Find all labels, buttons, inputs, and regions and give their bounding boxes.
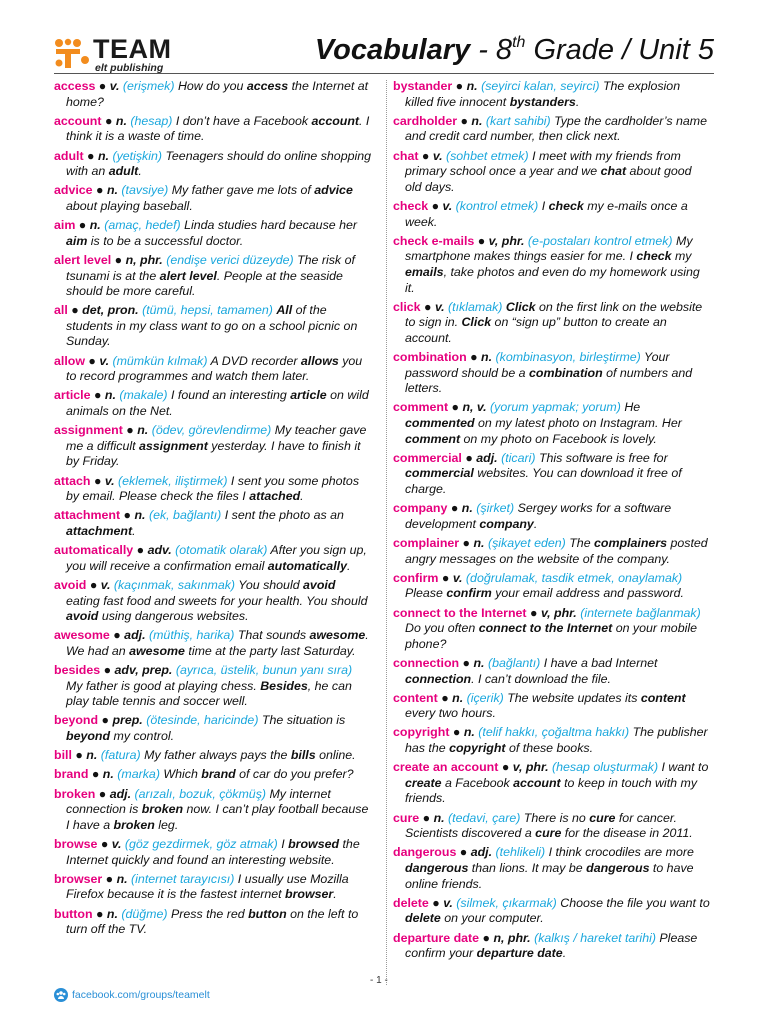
headword: aim — [54, 218, 76, 233]
turkish-translation: (sohbet etmek) — [445, 148, 529, 163]
example-sentence: I have a bad Internet connection. I can’t download the file. — [405, 655, 658, 686]
headword: attachment — [54, 508, 121, 523]
part-of-speech: n. — [97, 148, 109, 163]
example-sentence: I think crocodiles are more dangerous than lions. It may be dangerous to have online friends. — [405, 845, 694, 891]
headword: automatically — [54, 543, 134, 558]
vocab-entry: complainer ● n. (şikayet eden) The complainers posted angry messages on the website of the company. — [393, 535, 708, 566]
logo-team: TEAM — [93, 34, 172, 64]
part-of-speech: adj. — [109, 786, 132, 801]
turkish-translation: (internete bağlanmak) — [580, 605, 701, 620]
part-of-speech: n. — [481, 350, 493, 365]
headword: button — [54, 906, 93, 921]
turkish-translation: (ayrıca, üstelik, bunun yanı sıra) — [175, 663, 353, 678]
part-of-speech: n. — [452, 690, 464, 705]
column-divider — [386, 80, 387, 985]
turkish-translation: (yetişkin) — [112, 148, 163, 163]
part-of-speech: adv, prep. — [114, 663, 173, 678]
turkish-translation: (şikayet eden) — [487, 535, 566, 550]
headword: complainer — [393, 535, 460, 550]
turkish-translation: (ticari) — [501, 450, 536, 465]
turkish-translation: (ötesinde, haricinde) — [146, 713, 259, 728]
example-sentence: That sounds awesome. We had an awesome time at the party last Saturday. — [66, 628, 369, 658]
headword: advice — [54, 183, 93, 198]
team-logo-icon — [54, 38, 90, 70]
turkish-translation: (müthiş, harika) — [148, 628, 235, 643]
example-sentence: My father always pays the bills online. — [144, 748, 356, 763]
headword: commercial — [393, 450, 462, 465]
example-sentence: I sent the photo as an attachment. — [66, 508, 344, 538]
logo — [93, 36, 172, 74]
example-sentence: I meet with my friends from primary school once a year and we chat about good old days. — [405, 148, 692, 194]
turkish-translation: (kombinasyon, birleştirme) — [495, 350, 641, 365]
part-of-speech: v, phr. — [488, 233, 525, 248]
example-sentence: All of the students in my class want to go on a school picnic on Sunday. — [66, 303, 358, 349]
vocab-entry: commercial ● adj. (ticari) This software is free for commercial websites. You can download it free of charge. — [393, 450, 682, 496]
part-of-speech: n. — [104, 388, 116, 403]
part-of-speech: v. — [432, 148, 443, 163]
vocab-entry: bill ● n. (fatura) My father always pays the bills online. — [54, 748, 356, 763]
example-sentence: Which brand of car do you prefer? — [163, 767, 354, 782]
headword: avoid — [54, 577, 87, 592]
headword: allow — [54, 353, 85, 368]
turkish-translation: (kontrol etmek) — [455, 198, 539, 213]
example-sentence: My father gave me lots of advice about playing baseball. — [66, 183, 353, 213]
vocab-entry: attachment ● n. (ek, bağlantı) I sent the photo as an attachment. — [54, 508, 344, 538]
part-of-speech: adj. — [470, 845, 493, 860]
title-vocabulary: Vocabulary — [314, 34, 471, 66]
headword: broken — [54, 786, 96, 801]
turkish-translation: (ödev, görevlendirme) — [151, 423, 272, 438]
turkish-translation: (kalkış / hareket tarihi) — [534, 930, 656, 945]
vocab-entry: chat ● v. (sohbet etmek) I meet with my friends from primary school once a year and we chat about good old days. — [393, 148, 692, 194]
example-sentence: My father is good at playing chess. Besides, he can play table tennis and soccer well. — [66, 678, 352, 709]
page-header — [0, 0, 768, 80]
headword: article — [54, 388, 91, 403]
vocab-entry: access ● v. (erişmek) How do you access the Internet at home? — [54, 79, 369, 109]
example-sentence: The situation is beyond my control. — [66, 713, 346, 744]
example-sentence: The risk of tsunami is at the alert level. People at the seaside should be more careful. — [66, 252, 355, 299]
vocab-entry: connection ● n. (bağlantı) I have a bad Internet connection. I can’t download the file. — [393, 655, 658, 686]
example-sentence: Your password should be a combination of numbers and letters. — [405, 350, 693, 396]
vocab-entry: brand ● n. (marka) Which brand of car do you prefer? — [54, 767, 354, 782]
vocab-entry: combination ● n. (kombinasyon, birleştirme) Your password should be a combination of numbers and letters. — [393, 350, 693, 396]
part-of-speech: v. — [452, 570, 463, 585]
example-sentence: Click on the first link on the website to sign in. Click on “sign up” button to create an account. — [405, 299, 703, 345]
turkish-translation: (internet tarayıcısı) — [131, 871, 235, 886]
example-sentence: My smartphone makes things easier for me. I check my emails, take photos and even do my homework using it. — [405, 233, 700, 295]
vocab-entry: create an account ● v, phr. (hesap oluşturmak) I want to create a Facebook account to keep in touch with my friends. — [393, 760, 709, 806]
headword: departure date — [393, 930, 480, 945]
part-of-speech: adj. — [476, 450, 498, 465]
vocab-entry: dangerous ● adj. (tehlikeli) I think crocodiles are more dangerous than lions. It may be dangerous to have online friends. — [393, 845, 694, 891]
vocab-entry: departure date ● n, phr. (kalkış / hareket tarihi) Please confirm your departure date. — [393, 930, 698, 961]
headword: bill — [54, 748, 72, 763]
turkish-translation: (göz gezdirmek, göz atmak) — [124, 837, 278, 851]
headword: access — [54, 79, 96, 93]
vocab-entry: awesome ● adj. (müthiş, harika) That sounds awesome. We had an awesome time at the party last Saturday. — [54, 628, 369, 658]
example-sentence: He commented on my latest photo on Instagram. Her comment on my photo on Facebook is lovely. — [405, 400, 682, 446]
facebook-group-icon — [54, 988, 68, 1002]
part-of-speech: n. — [466, 79, 478, 93]
headword: delete — [393, 895, 429, 910]
turkish-translation: (seyirci kalan, seyirci) — [481, 79, 600, 93]
vocab-entry: confirm ● v. (doğrulamak, tasdik etmek, onaylamak) Please confirm your email address and password. — [393, 570, 684, 601]
example-sentence: The complainers posted angry messages on the website of the company. — [405, 535, 708, 566]
vocab-entry: cardholder ● n. (kart sahibi) Type the cardholder’s name and credit card number, then click next. — [393, 113, 707, 144]
headword: connect to the Internet — [393, 605, 527, 620]
vocab-entry: broken ● adj. (arızalı, bozuk, çökmüş) My internet connection is broken now. I can’t play football because I have a broken leg. — [54, 786, 369, 832]
example-sentence: Sergey works for a software development company. — [405, 501, 672, 531]
turkish-translation: (telif hakkı, çoğaltma hakkı) — [478, 725, 630, 740]
headword: confirm — [393, 570, 439, 585]
headword: attach — [54, 473, 91, 488]
headword: cure — [393, 810, 420, 825]
turkish-translation: (fatura) — [100, 748, 141, 763]
headword: alert level — [54, 252, 112, 267]
headword: copyright — [393, 725, 450, 740]
example-sentence: A DVD recorder allows you to record programmes and watch them later. — [66, 353, 363, 384]
vocab-entry: all ● det, pron. (tümü, hepsi, tamamen) All of the students in my class want to go on a school picnic on Sunday. — [54, 303, 358, 349]
headword: browse — [54, 837, 98, 851]
turkish-translation: (silmek, çıkarmak) — [456, 895, 557, 910]
headword: bystander — [393, 79, 453, 93]
example-sentence: I want to create a Facebook account to keep in touch with my friends. — [405, 760, 709, 806]
vocab-entry: account ● n. (hesap) I don’t have a Facebook account. I think it is a waste of time. — [54, 113, 370, 144]
part-of-speech: n. — [115, 113, 127, 128]
part-of-speech: n. — [116, 871, 128, 886]
vocab-entry: browser ● n. (internet tarayıcısı) I usually use Mozilla Firefox because it is the fastest internet browser. — [54, 871, 349, 902]
turkish-translation: (marka) — [117, 767, 160, 782]
vocab-entry: check ● v. (kontrol etmek) I check my e-mails once a week. — [393, 198, 688, 229]
vocab-entry: automatically ● adv. (otomatik olarak) After you sign up, you will receive a confirmation email automatically. — [54, 543, 367, 573]
vocab-entry: click ● v. (tıklamak) Click on the first link on the website to sign in. Click on “sign up” button to create an account. — [393, 299, 703, 345]
headword: browser — [54, 871, 103, 886]
title-grade: - 8 — [470, 34, 513, 66]
example-sentence: Type the cardholder’s name and credit card number, then click next. — [405, 113, 707, 144]
turkish-translation: (içerik) — [466, 690, 504, 705]
vocabulary-column-right — [393, 79, 711, 965]
turkish-translation: (kaçınmak, sakınmak) — [113, 577, 236, 592]
title-superscript: th — [512, 34, 526, 51]
facebook-link[interactable]: facebook.com/groups/teamelt — [72, 989, 210, 1001]
vocab-entry: cure ● n. (tedavi, çare) There is no cure for cancer. Scientists discovered a cure for the disease in 2011. — [393, 810, 693, 841]
example-sentence: I browsed the Internet quickly and found an interesting website. — [66, 837, 360, 867]
part-of-speech: prep. — [112, 713, 143, 728]
vocab-entry: bystander ● n. (seyirci kalan, seyirci) The explosion killed five innocent bystanders. — [393, 79, 681, 109]
vocab-entry: article ● n. (makale) I found an interesting article on wild animals on the Net. — [54, 388, 369, 419]
page-title — [315, 34, 714, 67]
headword: all — [54, 303, 68, 318]
turkish-translation: (mümkün kılmak) — [112, 353, 208, 368]
part-of-speech: n. — [106, 906, 118, 921]
example-sentence: Teenagers should do online shopping with an adult. — [66, 148, 372, 179]
part-of-speech: det, pron. — [82, 303, 139, 318]
part-of-speech: v. — [100, 577, 111, 592]
turkish-translation: (hesap) — [130, 113, 173, 128]
vocab-entry: aim ● n. (amaç, hedef) Linda studies hard because her aim is to be a successful doctor. — [54, 218, 358, 248]
turkish-translation: (e-postaları kontrol etmek) — [527, 233, 673, 248]
turkish-translation: (tedavi, çare) — [448, 810, 521, 825]
part-of-speech: v. — [99, 353, 110, 368]
part-of-speech: n. — [86, 748, 98, 763]
headword: brand — [54, 767, 89, 782]
part-of-speech: v. — [104, 473, 115, 488]
headword: account — [54, 113, 102, 128]
vocab-entry: check e-mails ● v, phr. (e-postaları kontrol etmek) My smartphone makes things easier for me. I check my emails, take photos and even do my homework using it. — [393, 233, 700, 295]
vocab-entry: browse ● v. (göz gezdirmek, göz atmak) I browsed the Internet quickly and found an interesting website. — [54, 837, 360, 867]
part-of-speech: v. — [111, 837, 122, 851]
vocab-entry: avoid ● v. (kaçınmak, sakınmak) You should avoid eating fast food and sweets for your health. You should avoid using dangerous websites. — [54, 577, 368, 624]
example-sentence: Linda studies hard because her aim is to be a successful doctor. — [66, 218, 358, 248]
turkish-translation: (kart sahibi) — [485, 113, 551, 128]
part-of-speech: v. — [442, 198, 453, 213]
turkish-translation: (ek, bağlantı) — [148, 508, 222, 523]
headword: adult — [54, 148, 84, 163]
title-unit: Grade / Unit 5 — [525, 34, 714, 66]
turkish-translation: (makale) — [119, 388, 168, 403]
part-of-speech: adv. — [147, 543, 172, 558]
headword: connection — [393, 655, 460, 670]
turkish-translation: (doğrulamak, tasdik etmek, onaylamak) — [465, 570, 683, 585]
turkish-translation: (amaç, hedef) — [104, 218, 181, 233]
turkish-translation: (şirket) — [476, 501, 515, 516]
header-rule — [54, 73, 714, 74]
vocab-entry: adult ● n. (yetişkin) Teenagers should do online shopping with an adult. — [54, 148, 372, 179]
vocab-entry: button ● n. (düğme) Press the red button on the left to turn off the TV. — [54, 906, 359, 937]
vocab-entry: advice ● n. (tavsiye) My father gave me lots of advice about playing baseball. — [54, 183, 353, 213]
turkish-translation: (tümü, hepsi, tamamen) — [142, 303, 273, 318]
example-sentence: This software is free for commercial websites. You can download it free of charge. — [405, 450, 682, 496]
turkish-translation: (otomatik olarak) — [175, 543, 268, 558]
example-sentence: The explosion killed five innocent bystanders. — [405, 79, 681, 109]
vocab-entry: delete ● v. (silmek, çıkarmak) Choose the file you want to delete on your computer. — [393, 895, 710, 926]
part-of-speech: n, phr. — [493, 930, 531, 945]
turkish-translation: (yorum yapmak; yorum) — [490, 400, 621, 415]
vocab-entry: allow ● v. (mümkün kılmak) A DVD recorder allows you to record programmes and watch them later. — [54, 353, 363, 384]
part-of-speech: n, phr. — [125, 252, 163, 267]
part-of-speech: v, phr. — [540, 605, 577, 620]
vocab-entry: connect to the Internet ● v, phr. (internete bağlanmak) Do you often connect to the Internet on your mobile phone? — [393, 605, 701, 651]
headword: check — [393, 198, 429, 213]
part-of-speech: n. — [461, 501, 473, 516]
part-of-speech: v. — [443, 895, 453, 910]
headword: company — [393, 501, 448, 516]
footer — [54, 987, 210, 1003]
part-of-speech: v, phr. — [512, 760, 549, 775]
headword: create an account — [393, 760, 499, 775]
part-of-speech: n. — [473, 535, 485, 550]
headword: check e-mails — [393, 233, 475, 248]
part-of-speech: n. — [471, 113, 483, 128]
vocab-entry: besides ● adv, prep. (ayrıca, üstelik, bunun yanı sıra) My father is good at playing chess. Besides, he can play table tennis and soccer well. — [54, 663, 353, 709]
headword: assignment — [54, 423, 123, 438]
page-number: - 1 - — [370, 975, 388, 986]
example-sentence: After you sign up, you will receive a confirmation email automatically. — [66, 543, 367, 573]
part-of-speech: v. — [434, 299, 445, 314]
headword: besides — [54, 663, 101, 678]
vocab-entry: attach ● v. (eklemek, iliştirmek) I sent you some photos by email. Please check the files I attached. — [54, 473, 360, 504]
vocab-entry: copyright ● n. (telif hakkı, çoğaltma hakkı) The publisher has the copyright of these books. — [393, 725, 708, 756]
turkish-translation: (arızalı, bozuk, çökmüş) — [134, 786, 267, 801]
headword: beyond — [54, 713, 99, 728]
turkish-translation: (endişe verici düzeyde) — [166, 252, 294, 267]
example-sentence: Please confirm your departure date. — [405, 930, 698, 961]
vocab-entry: alert level ● n, phr. (endişe verici düzeyde) The risk of tsunami is at the alert level. People at the seaside should be more careful. — [54, 252, 355, 299]
part-of-speech: n. — [106, 183, 118, 198]
turkish-translation: (tıklamak) — [448, 299, 503, 314]
headword: comment — [393, 400, 449, 415]
example-sentence: You should avoid eating fast food and sweets for your health. You should avoid using dangerous websites. — [66, 577, 368, 624]
example-sentence: How do you access the Internet at home? — [66, 79, 369, 109]
vocab-entry: beyond ● prep. (ötesinde, haricinde) The situation is beyond my control. — [54, 713, 346, 744]
part-of-speech: n. — [89, 218, 101, 233]
headword: content — [393, 690, 438, 705]
example-sentence: My teacher gave me a difficult assignment yesterday. I have to finish it by Friday. — [66, 423, 367, 469]
example-sentence: My internet connection is broken now. I can’t play football because I have a broken leg. — [66, 786, 369, 832]
example-sentence: I usually use Mozilla Firefox because it is the fastest internet browser. — [66, 871, 349, 902]
example-sentence: There is no cure for cancer. Scientists discovered a cure for the disease in 2011. — [405, 810, 693, 841]
turkish-translation: (bağlantı) — [487, 655, 541, 670]
example-sentence: Press the red button on the left to turn off the TV. — [66, 906, 359, 937]
vocab-entry: company ● n. (şirket) Sergey works for a software development company. — [393, 501, 672, 531]
example-sentence: The website updates its content every two hours. — [405, 690, 686, 721]
vocab-entry: assignment ● n. (ödev, görevlendirme) My teacher gave me a difficult assignment yesterday. I have to finish it by Friday. — [54, 423, 367, 469]
headword: click — [393, 299, 421, 314]
example-sentence: Do you often connect to the Internet on your mobile phone? — [405, 621, 697, 651]
example-sentence: Please confirm your email address and password. — [405, 586, 684, 601]
example-sentence: I sent you some photos by email. Please check the files I attached. — [66, 473, 360, 504]
part-of-speech: adj. — [124, 628, 146, 643]
part-of-speech: n, v. — [462, 400, 487, 415]
turkish-translation: (hesap oluşturmak) — [552, 760, 659, 775]
part-of-speech: n. — [134, 508, 146, 523]
headword: awesome — [54, 628, 110, 643]
part-of-speech: n. — [473, 655, 485, 670]
example-sentence: The publisher has the copyright of these books. — [405, 725, 708, 756]
turkish-translation: (tehlikeli) — [495, 845, 546, 860]
part-of-speech: n. — [137, 423, 149, 438]
logo-subtitle: elt publishing — [95, 62, 164, 74]
part-of-speech: n. — [102, 767, 114, 782]
example-sentence: I don’t have a Facebook account. I think it is a waste of time. — [66, 113, 370, 144]
example-sentence: I found an interesting article on wild animals on the Net. — [66, 388, 369, 419]
vocab-entry: comment ● n, v. (yorum yapmak; yorum) He commented on my latest photo on Instagram. Her comment on my photo on Facebook is lovely. — [393, 400, 682, 446]
part-of-speech: n. — [433, 810, 445, 825]
vocabulary-column-left — [54, 79, 372, 941]
example-sentence: I check my e-mails once a week. — [405, 198, 688, 229]
turkish-translation: (düğme) — [121, 906, 168, 921]
headword: cardholder — [393, 113, 458, 128]
headword: combination — [393, 350, 467, 365]
turkish-translation: (erişmek) — [122, 79, 175, 93]
part-of-speech: v. — [109, 79, 120, 93]
vocab-entry: content ● n. (içerik) The website updates its content every two hours. — [393, 690, 686, 721]
headword: dangerous — [393, 845, 457, 860]
example-sentence: Choose the file you want to delete on your computer. — [405, 895, 710, 926]
headword: chat — [393, 148, 419, 163]
turkish-translation: (eklemek, iliştirmek) — [117, 473, 228, 488]
turkish-translation: (tavsiye) — [121, 183, 169, 198]
part-of-speech: n. — [463, 725, 475, 740]
